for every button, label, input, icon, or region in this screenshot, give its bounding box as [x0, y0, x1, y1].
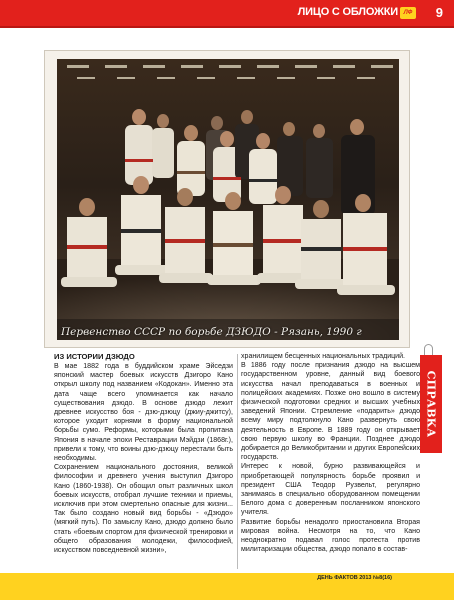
page-number: 9	[435, 5, 443, 20]
side-tab-label: СПРАВКА	[424, 370, 438, 438]
article-paragraph: Интерес к новой, бурно развивающейся и приобретающей популярность борьбе проявил и президент США Теодор Рузвельт, регулярно занимаясь в специально оборудованном помещении Белого дома с доверенным посланником японского учителя.	[241, 463, 420, 517]
issue-label: ДЕНЬ ФАКТОВ 2013 №8(16)	[317, 575, 392, 581]
photo-caption: Первенство СССР по борьбе ДЗЮДО - Рязань, 1990 г	[61, 326, 362, 338]
article-paragraph: хранилищем бесценных национальных традиций.	[241, 353, 405, 360]
article-paragraph: Сохранением национального достояния, великой философии и древнего учения выступил Дзигоро Кано (1860-1938). Он обощил опыт различных школ боевых искусств, отобрал лучшие техники и приемы, исключив при этом смертельно опасные для жизни... Так было создано новый вид борьбы - «Дзюдо» (мягкий путь). По замыслу Кано, дзюдо должно было стать «боевым спортом для физической тренировки и общего образования молодежи, философией, искусством повседневной жизни»,	[54, 464, 233, 555]
team-photo-image	[57, 59, 399, 340]
article-left-column	[54, 352, 233, 555]
article-paragraph: Развитие борьбы ненадолго приостановила Вторая мировая война. Несмотря на то, что Кано неоднократно подавал голос протеста против милитаризации общества, дзюдо попало в состав-	[241, 518, 420, 554]
article-paragraph: В 1886 году после признания дзюдо на высшем государственном уровне, данный вид боевого искусства начал преподаваться в военных и полицейских академиях. Позже оно вошло в систему физической подготовки средних и высших учебных заведений Японии. Стремление «подарить» дзюдо всему миру подтолкнуло Кано развернуть свою деятельность в Европе. В 1889 году он открывает свою первую школу во Франции. Позднее дзюдо добирается до Великобритании и других Европейских государств.	[241, 362, 420, 462]
section-title: ЛИЦО С ОБЛОЖКИ	[297, 6, 398, 18]
photo-frame	[44, 50, 410, 348]
article-paragraph: В мае 1882 года в буддийском храме Эйседзи японский мастер боевых искусств Дзигоро Кано открыл школу под названием «Кодокан». Именно эта дата чаще всего упоминается как начало существования дзюдо. В основе дзюдо лежит древнее искусство боя - дзю-дзюцу (джиу-джитсу), которое уходит корнями в форму национальной борьбы сумо. Реформы, которыми была пропитана Япония в начале эпохи Реставрации Мэйдзи (1868г.), привели к тому, что воины дзю-дзюцу перестали быть необходимы.	[54, 363, 233, 463]
page-header	[0, 0, 454, 26]
article-heading: ИЗ ИСТОРИИ ДЗЮДО	[54, 352, 135, 361]
magazine-logo-icon: ЛФ	[400, 7, 416, 19]
header-stripe	[0, 26, 454, 28]
column-divider	[237, 354, 238, 569]
side-tab	[420, 355, 442, 453]
article-right-column	[241, 352, 420, 554]
team-photo	[57, 59, 399, 340]
